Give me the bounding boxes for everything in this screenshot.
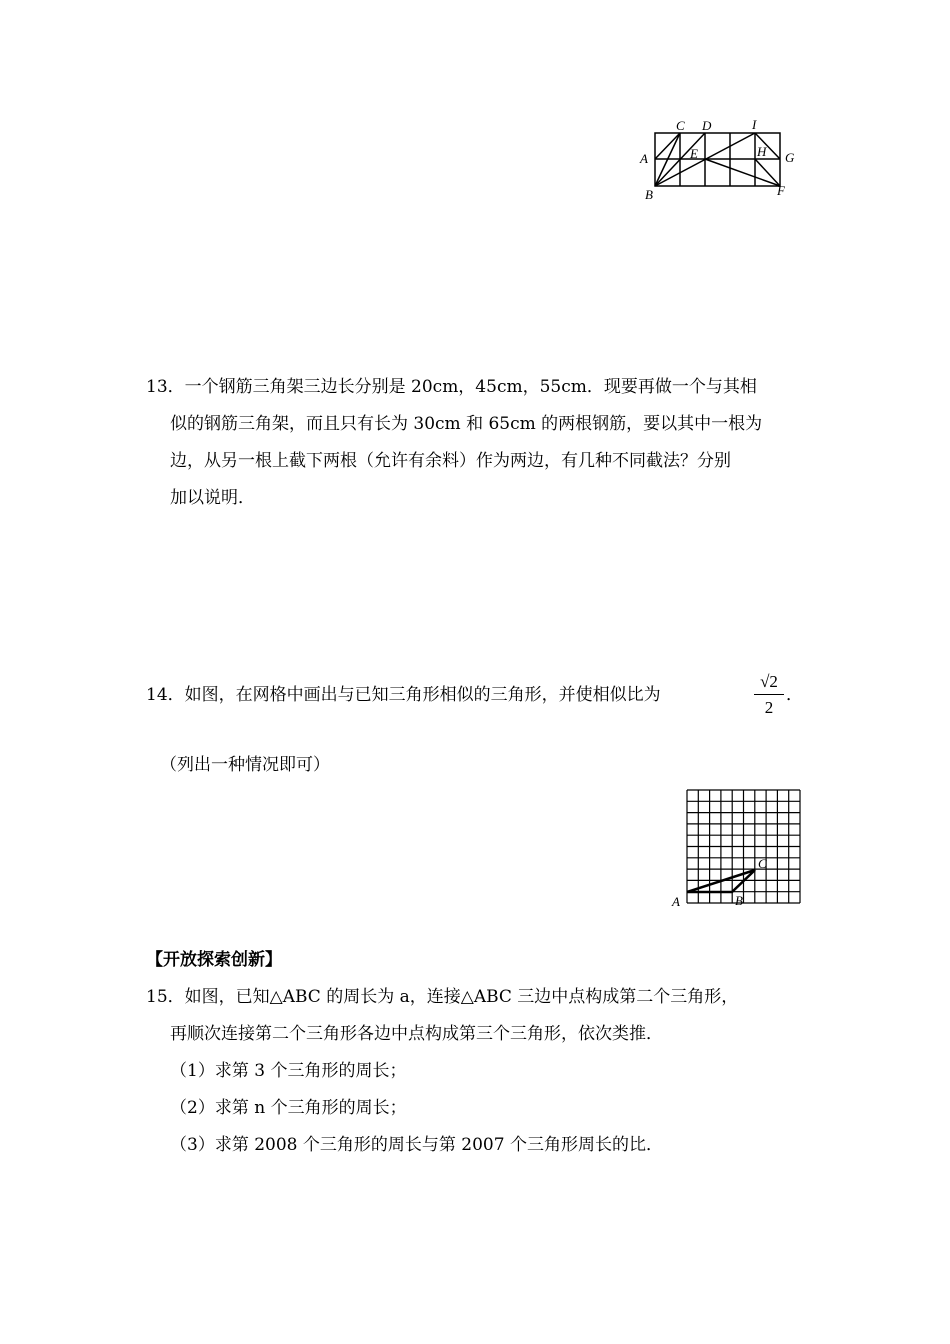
q15-part2: （2）求第 n 个三角形的周长； — [170, 1098, 407, 1118]
section-heading: 【开放探索创新】 — [146, 950, 282, 970]
q13-line1: 13．一个钢筋三角架三边长分别是 20cm，45cm，55cm．现要再做一个与其相 — [146, 377, 757, 397]
label-a: A — [672, 894, 680, 909]
label-b: B — [735, 893, 743, 908]
q13-line4: 加以说明． — [170, 488, 255, 508]
q14-period: ． — [786, 685, 803, 705]
label-c: C — [676, 118, 685, 133]
label-b: B — [645, 187, 653, 202]
q15-line1: 15．如图，已知△ABC 的周长为 a，连接△ABC 三边中点构成第二个三角形， — [146, 987, 739, 1007]
q14-line1: 14．如图，在网格中画出与已知三角形相似的三角形，并使相似比为 — [146, 685, 661, 705]
q13-line3: 边，从另一根上截下两根（允许有余料）作为两边，有几种不同截法？分别 — [170, 451, 731, 471]
fraction-denominator: 2 — [764, 698, 774, 717]
q13-line2: 似的钢筋三角架，而且只有长为 30cm 和 65cm 的两根钢筋，要以其中一根为 — [170, 414, 763, 434]
label-e: E — [690, 146, 698, 161]
label-i: I — [752, 117, 757, 132]
q15-line2: 再顺次连接第二个三角形各边中点构成第三个三角形，依次类推． — [170, 1024, 663, 1044]
label-c: C — [758, 856, 767, 871]
fraction-numerator: √2 — [754, 670, 784, 695]
label-g: G — [785, 150, 795, 165]
q15-part3: （3）求第 2008 个三角形的周长与第 2007 个三角形周长的比． — [170, 1135, 663, 1155]
q14-note: （列出一种情况即可） — [160, 755, 330, 775]
label-f: F — [777, 183, 785, 198]
label-a: A — [640, 151, 648, 166]
label-h: H — [757, 144, 767, 159]
q15-part1: （1）求第 3 个三角形的周长； — [170, 1061, 407, 1081]
label-d: D — [702, 118, 712, 133]
